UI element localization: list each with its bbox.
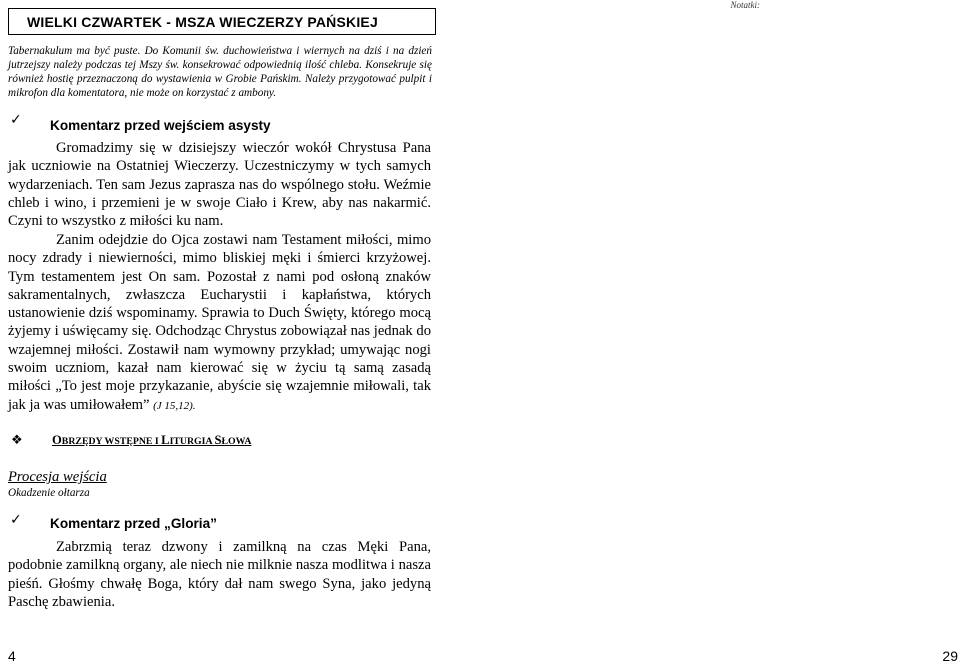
page-title: WIELKI CZWARTEK - MSZA WIECZERZY PAŃSKIEJ (27, 14, 378, 30)
liturgy-heading-part: ŁOWA (221, 436, 252, 447)
page-number-right: 29 (942, 648, 958, 664)
procession-note: Okadzenie ołtarza (8, 487, 90, 499)
page-number-left: 4 (8, 648, 16, 664)
diamond-bullet-icon: ❖ (11, 433, 23, 448)
liturgy-heading-part: L (161, 433, 170, 447)
paragraph-asysty-1: Gromadzimy się w dzisiejszy wieczór wokół Chrystusa Pana jak uczniowie na Ostatniej Wieczerzy. Uczestniczymy w tych samych wydarzeniach. Ten sam Jezus zaprasza nas do wspólnego stołu. Weźmie chleb i wino, i przemieni je w swoje Ciało i Krew, aby nas nakarmić. Czyni to wszystko z miłości ku nam. (8, 140, 431, 230)
procession-heading: Procesja wejścia (8, 469, 107, 485)
notes-label: Notatki: (730, 0, 760, 10)
section-heading-gloria: Komentarz przed „Gloria” (50, 516, 217, 531)
checkmark-icon: ✓ (10, 112, 22, 128)
liturgy-heading-part: O (52, 433, 62, 447)
intro-rubric: Tabernakulum ma być puste. Do Komunii św. duchowieństwa i wiernych na dziś i na dzień jutrzejszy należy podczas tej Mszy św. konsekrować odpowiednią ilość chleba. Konsekruje się również hostię przeznaczoną do wystawienia w Grobie Pańskim. Należy przygotować pulpit i mikrofon dla komentatora, nie może on korzystać z ambony. (8, 45, 432, 99)
liturgy-heading-part: ITURGIA (169, 436, 215, 447)
paragraph-asysty-2-text: Zanim odejdzie do Ojca zostawi nam Testament miłości, mimo nocy zdrady i niewierności, mimo bliskiej męki i śmierci krzyżowej. Tym testamentem jest On sam. Pozostał z nami pod osłoną znaków sakramentalnych, zwłaszcza Eucharystii i kapłaństwa, których ustanowienie dziś wspominamy. Sprawia to Duch Święty, którego mocą żyjemy i uświęcamy się. Odchodząc Chrystus zobowiązał nas jednak do wzajemnej miłości. Zostawił nam wymowny przykład; umywając nogi swoim uczniom, kazał nam kierować się w życiu tą samą zasadą miłości „To jest moje przykazanie, abyście się wzajemnie miłowali, tak jak ja was umiłowałem” (8, 232, 431, 413)
liturgy-heading-part: BRZĘDY WSTĘPNE I (61, 436, 162, 447)
scripture-reference: (J 15,12). (153, 399, 196, 412)
section-heading-asysty: Komentarz przed wejściem asysty (50, 118, 271, 133)
checkmark-icon: ✓ (10, 512, 22, 528)
liturgy-heading-part: S (214, 433, 222, 447)
paragraph-gloria: Zabrzmią teraz dzwony i zamilkną na czas Męki Pana, podobnie zamilkną organy, ale niech nie milknie nasza modlitwa i nasza pieśń. Głośmy chwałę Boga, który dał nam swego Syna, jako jedyną Paschę zbawienia. (8, 539, 431, 610)
liturgy-section-heading (52, 433, 251, 448)
paragraph-asysty-2 (8, 231, 431, 415)
title-box (8, 8, 436, 35)
